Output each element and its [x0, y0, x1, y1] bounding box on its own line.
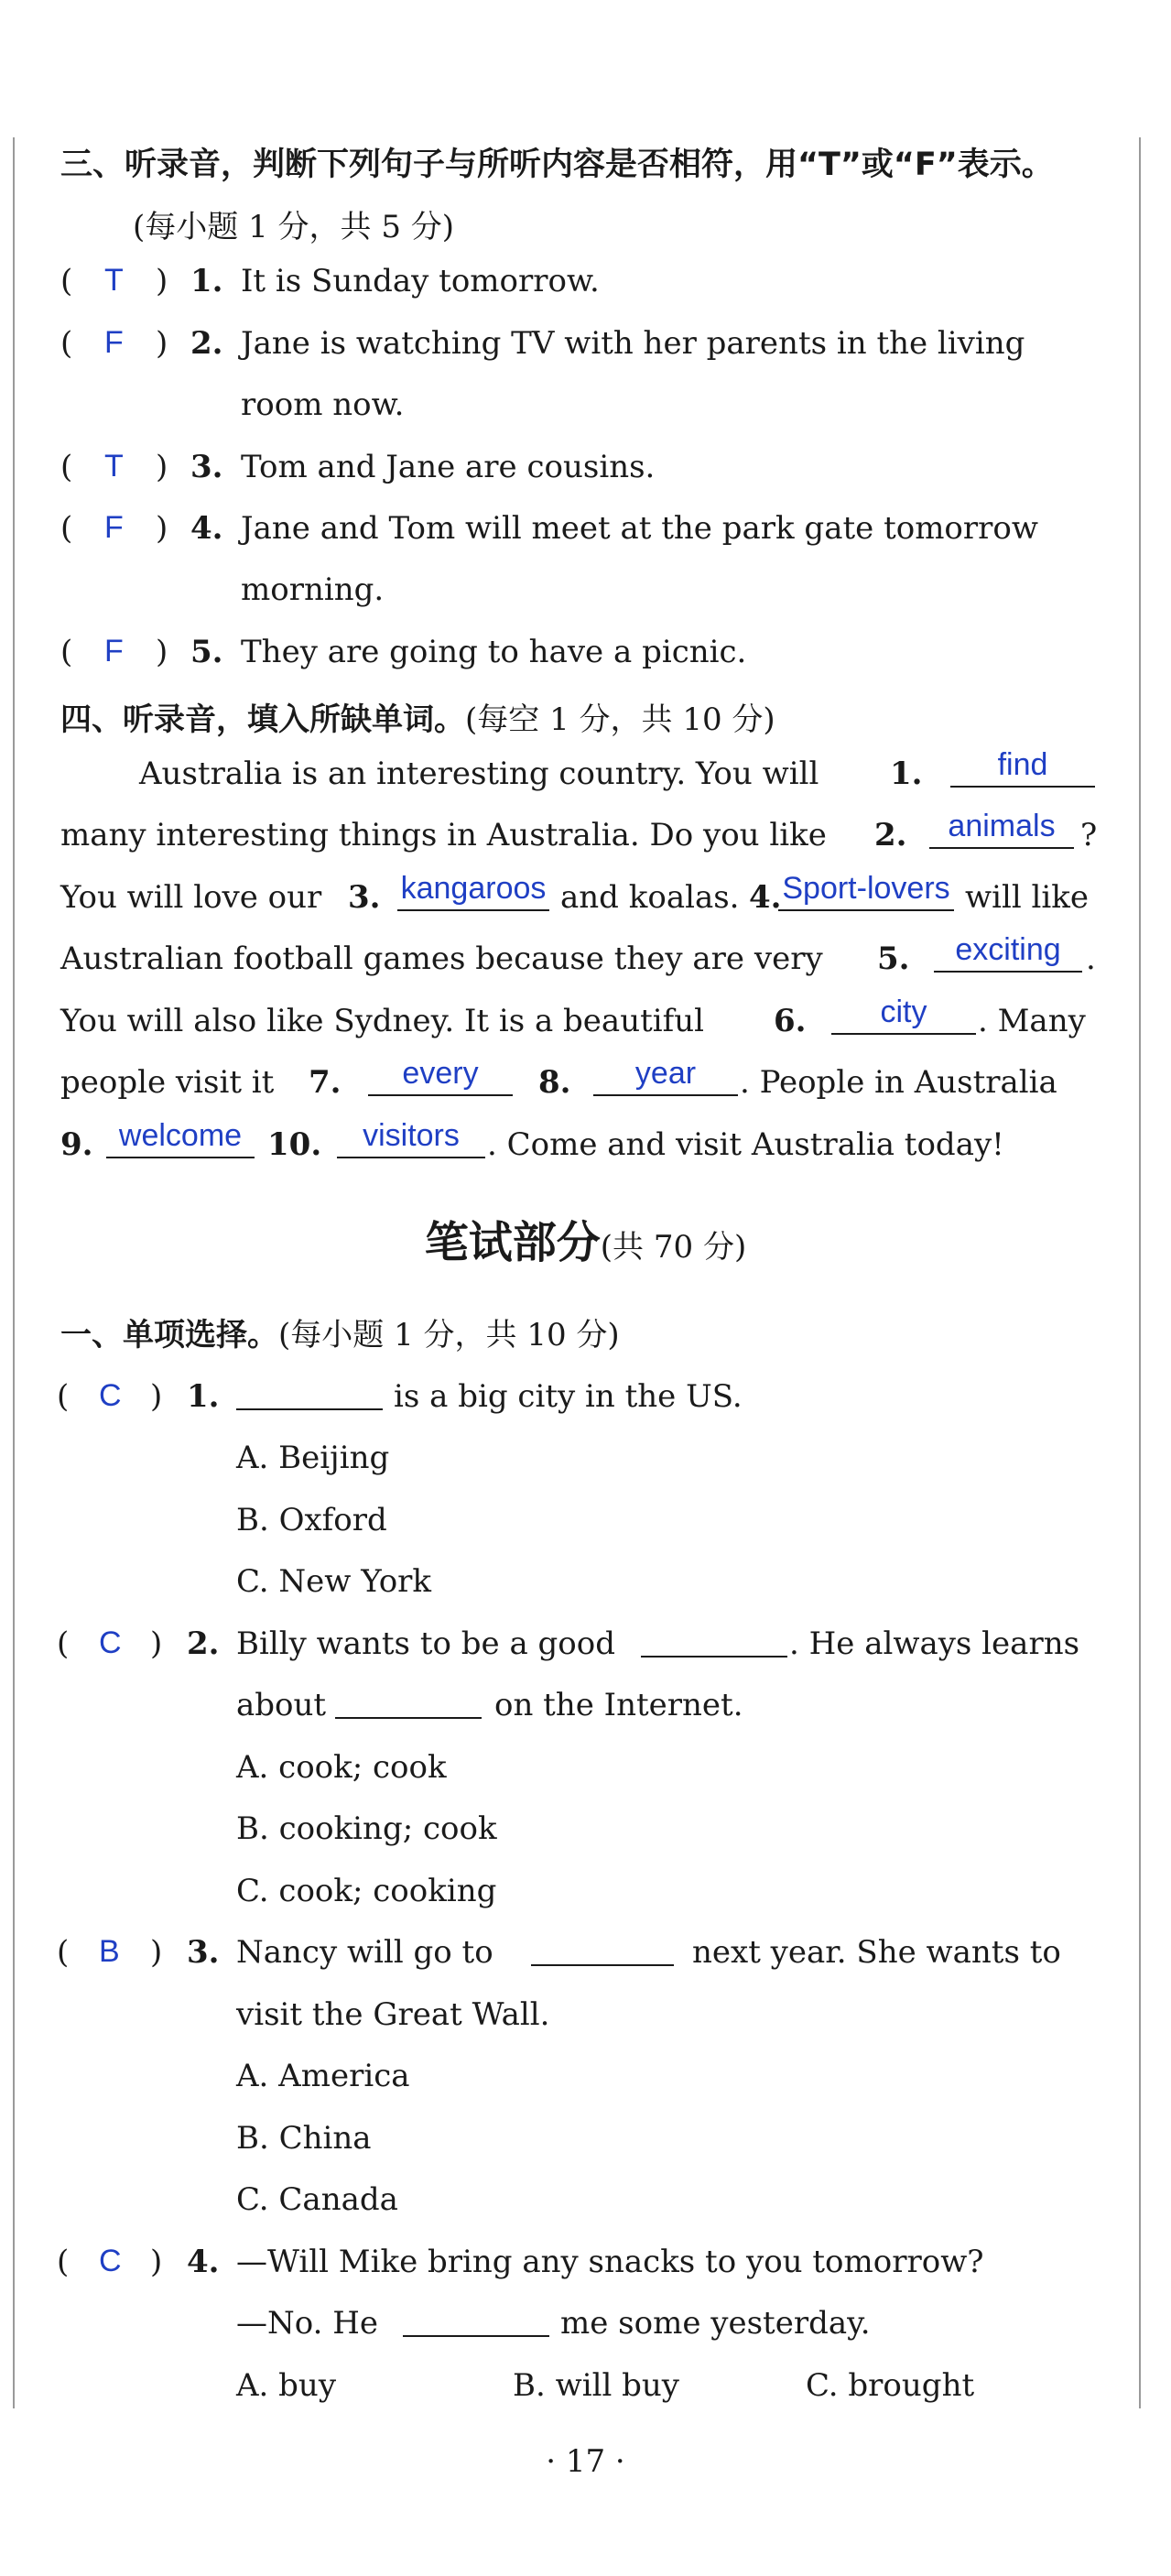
question-stem: —Will Mike bring any snacks to you tomorrow?: [236, 2244, 984, 2280]
blank-number: 8.: [538, 1064, 571, 1101]
answer-blank: city: [831, 998, 976, 1035]
option: B. will buy: [513, 2367, 680, 2404]
item-text: Tom and Jane are cousins.: [241, 449, 656, 485]
option: A. buy: [236, 2367, 337, 2404]
answer-blank: welcome: [106, 1122, 255, 1158]
section-note: (共 70 分): [600, 1229, 747, 1266]
item-number: 4.: [187, 2244, 220, 2280]
answer-blank: Sport-lovers: [778, 875, 954, 911]
question-stem: —No. He: [236, 2305, 379, 2342]
page-margin-line-left: [13, 137, 15, 2408]
question-blank: [531, 1929, 674, 1966]
question-stem: . He always learns: [789, 1625, 1080, 1662]
blank-number: 10.: [267, 1126, 322, 1163]
answer-mark: C: [99, 2244, 122, 2278]
paren-close: ): [150, 1934, 163, 1971]
question-blank: [641, 1621, 787, 1658]
answer-mark: T: [104, 449, 124, 484]
paren-close: ): [150, 1625, 163, 1662]
paren-open: (: [57, 1934, 70, 1971]
passage-text: You will love our: [60, 879, 322, 916]
paren-close: ): [150, 2244, 163, 2280]
section-title: [0, 1207, 1171, 1270]
passage-text: You will also like Sydney. It is a beautiful: [60, 1003, 704, 1039]
section-title-text: 笔试部分: [424, 1217, 601, 1268]
paren-close: ): [156, 325, 168, 362]
question-stem: Billy wants to be a good: [236, 1625, 615, 1662]
paren-open: (: [57, 1378, 70, 1415]
blank-number: 4.: [749, 879, 782, 916]
passage-text: will like: [965, 879, 1090, 916]
passage-text: ?: [1080, 817, 1098, 853]
passage-text: . Come and visit Australia today!: [487, 1126, 1004, 1163]
item-text: It is Sunday tomorrow.: [241, 263, 600, 299]
item-number: 2.: [190, 325, 223, 362]
question-stem: me some yesterday.: [560, 2305, 871, 2342]
item-number: 4.: [190, 510, 223, 547]
blank-number: 3.: [348, 879, 381, 916]
question-stem: Nancy will go to: [236, 1934, 493, 1971]
answer-mark: F: [104, 510, 124, 545]
option: B. Oxford: [236, 1502, 387, 1538]
paren-close: ): [150, 1378, 163, 1415]
paren-open: (: [57, 1625, 70, 1662]
answer-blank: visitors: [337, 1122, 485, 1158]
page-margin-line-right: [1139, 137, 1141, 2408]
part4-note: (每空 1 分，共 10 分): [465, 701, 775, 738]
passage-text: and koalas.: [560, 879, 740, 916]
paren-open: (: [60, 510, 73, 547]
passage-text: . Many: [978, 1003, 1086, 1039]
item-text: Jane and Tom will meet at the park gate tomorrow: [241, 510, 1038, 547]
option: C. cook; cooking: [236, 1873, 497, 1909]
part3-note: (每小题 1 分，共 5 分): [133, 209, 455, 245]
option: A. cook; cook: [236, 1749, 447, 1786]
item-number: 2.: [187, 1625, 220, 1662]
item-number: 5.: [190, 634, 223, 670]
paren-open: (: [60, 325, 73, 362]
question-blank: [403, 2300, 549, 2337]
answer-mark: T: [104, 263, 124, 298]
passage-text: Australia is an interesting country. You will: [139, 755, 819, 792]
answer-mark: F: [104, 325, 124, 360]
answer-blank: exciting: [934, 936, 1082, 973]
option: C. brought: [806, 2367, 975, 2404]
item-text: morning.: [241, 571, 385, 608]
item-number: 1.: [187, 1378, 220, 1415]
answer-blank: animals: [929, 812, 1074, 849]
question-stem: about: [236, 1687, 327, 1723]
question-blank: [236, 1374, 383, 1410]
question-stem: is a big city in the US.: [394, 1378, 743, 1415]
passage-text: people visit it: [60, 1064, 275, 1101]
part4-heading-text: 四、听录音，填入所缺单词。: [60, 701, 465, 738]
blank-number: 7.: [309, 1064, 342, 1101]
passage-text: . People in Australia: [740, 1064, 1057, 1101]
answer-blank: find: [950, 751, 1095, 788]
answer-mark: F: [104, 634, 124, 668]
part4-heading: [60, 694, 775, 739]
option: A. America: [236, 2058, 410, 2094]
blank-number: 9.: [60, 1126, 93, 1163]
option: B. cooking; cook: [236, 1810, 497, 1847]
part1-heading: [60, 1310, 620, 1354]
item-text: room now.: [241, 386, 405, 423]
paren-close: ): [156, 263, 168, 299]
part1-heading-text: 一、单项选择。: [60, 1317, 278, 1353]
paren-close: ): [156, 449, 168, 485]
page-number: · 17 ·: [546, 2443, 625, 2480]
answer-mark: B: [99, 1934, 120, 1969]
option: C. Canada: [236, 2181, 398, 2218]
answer-mark: C: [99, 1378, 122, 1413]
question-stem: visit the Great Wall.: [236, 1996, 550, 2033]
part1-note: (每小题 1 分，共 10 分): [278, 1317, 620, 1353]
option: C. New York: [236, 1563, 432, 1600]
question-stem: next year. She wants to: [692, 1934, 1061, 1971]
option: A. Beijing: [236, 1440, 390, 1476]
answer-blank: year: [593, 1060, 738, 1096]
passage-text: many interesting things in Australia. Do you like: [60, 817, 827, 853]
blank-number: 6.: [774, 1003, 807, 1039]
answer-blank: every: [368, 1060, 513, 1096]
option: B. China: [236, 2120, 372, 2157]
paren-close: ): [156, 510, 168, 547]
part3-heading: 三、听录音，判断下列句子与所听内容是否相符，用“T”或“F”表示。: [60, 147, 1054, 183]
question-blank: [335, 1682, 482, 1719]
paren-close: ): [156, 634, 168, 670]
passage-text: Australian football games because they are very: [60, 940, 823, 977]
paren-open: (: [60, 263, 73, 299]
passage-text: .: [1086, 940, 1096, 977]
blank-number: 2.: [874, 817, 907, 853]
item-text: Jane is watching TV with her parents in the living: [241, 325, 1025, 362]
answer-blank: kangaroos: [397, 875, 549, 911]
paren-open: (: [60, 449, 73, 485]
blank-number: 1.: [890, 755, 923, 792]
blank-number: 5.: [877, 940, 910, 977]
item-number: 3.: [187, 1934, 220, 1971]
answer-mark: C: [99, 1625, 122, 1660]
paren-open: (: [60, 634, 73, 670]
paren-open: (: [57, 2244, 70, 2280]
item-text: They are going to have a picnic.: [241, 634, 747, 670]
item-number: 1.: [190, 263, 223, 299]
question-stem: on the Internet.: [494, 1687, 743, 1723]
item-number: 3.: [190, 449, 223, 485]
